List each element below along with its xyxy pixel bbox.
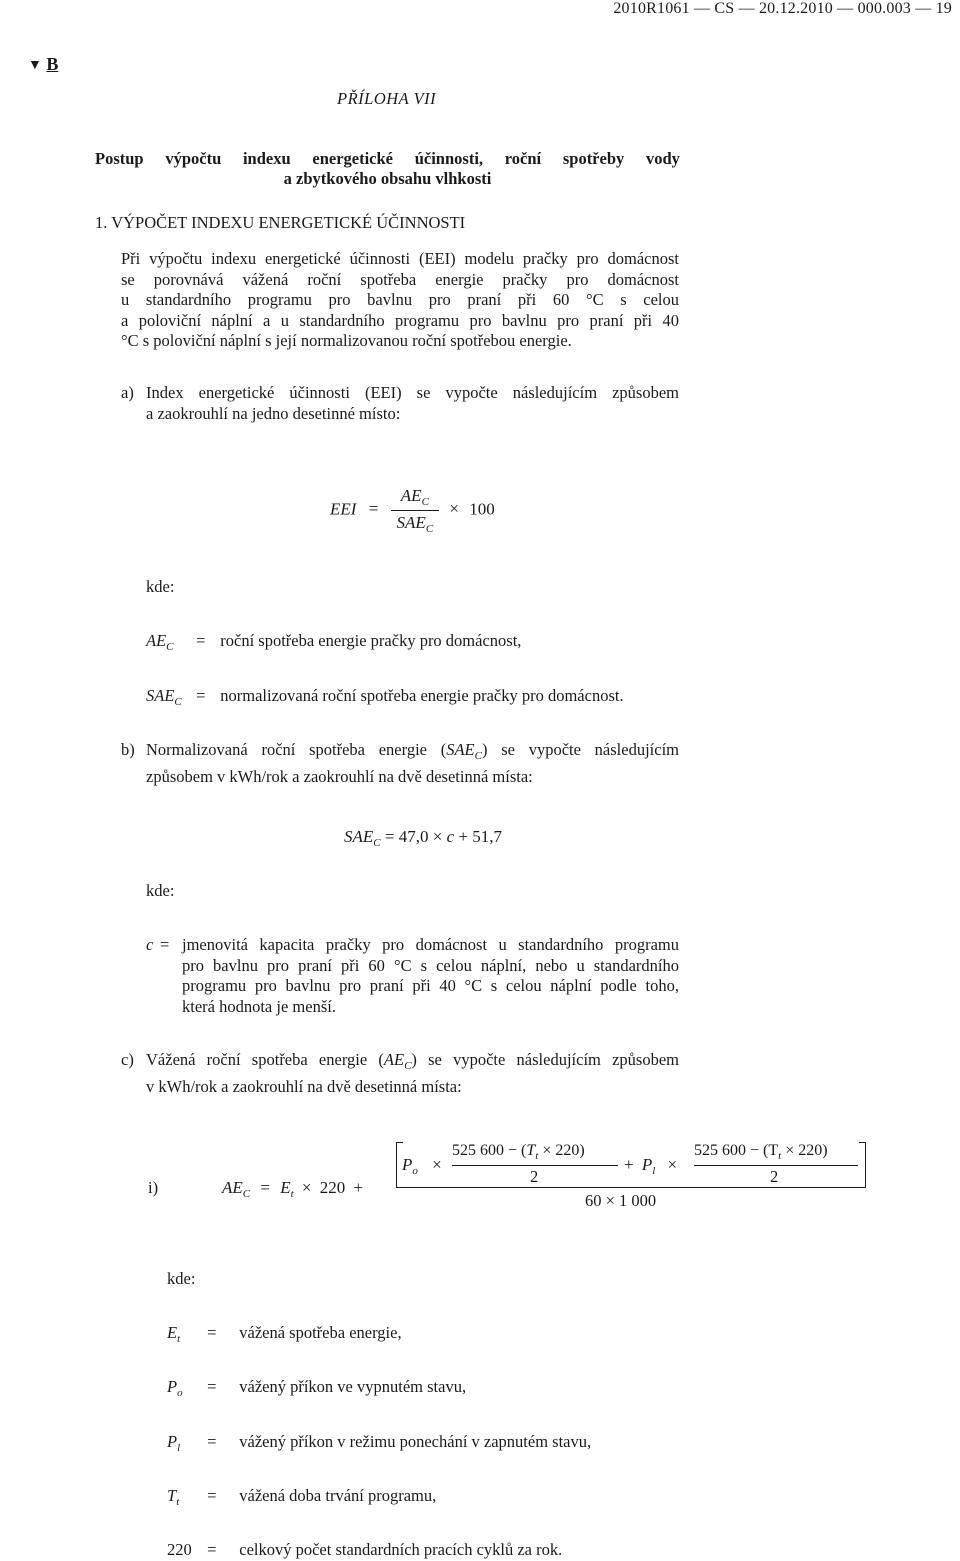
- times-sign: ×: [449, 499, 459, 519]
- equals-sign: =: [368, 499, 379, 519]
- inner-numerator-2: 525 $600 - (T_t \times 220)$: [694, 1142, 828, 1162]
- title-word: výpočtu: [165, 149, 222, 168]
- def-equals: =: [196, 631, 206, 650]
- definition-row: $E_t$ = vážená spotřeba energie,: [167, 1323, 402, 1345]
- definition-row: 220 = celkový počet standardních pracích cyklů za rok.: [167, 1540, 563, 1559]
- item-a-line: Index energetické účinnosti (EEI) se vypočte následujícím způsobem: [146, 383, 679, 402]
- sae-formula: $SAE_C = 47,0 \times c + 51,7$: [344, 827, 502, 849]
- main-denominator: 60 × 1 000: [585, 1191, 657, 1210]
- title-word: energetické: [312, 149, 393, 168]
- main-fraction-line: [396, 1187, 866, 1188]
- item-c-label: c): [121, 1050, 134, 1069]
- definition-row: $T_t$ = vážená doba trvání programu,: [167, 1486, 437, 1508]
- def-line: programu pro bavlnu pro praní při 40 °C s celou náplní podle toho,: [182, 976, 679, 995]
- Pl-symbol: + $P_l$ ×: [624, 1155, 678, 1177]
- def-line: pro bavlnu pro praní při 60 °C s celou náplní, nebo u standardního: [182, 955, 679, 975]
- item-c-line: v kWh/rok a zaokrouhlí na dvě desetinná místa:: [146, 1076, 462, 1096]
- item-b-line: Normalizovaná roční spotřeba energie $(SAE_C)$ se vypočte následujícím: [146, 740, 679, 762]
- intro-paragraph: [121, 249, 679, 352]
- def-symbol: $AE_C$: [146, 631, 174, 653]
- doc-title-line1: [95, 149, 680, 169]
- eei-symbol: EEI: [330, 499, 357, 519]
- right-bracket: [859, 1142, 866, 1188]
- item-c-text: [146, 1050, 679, 1097]
- marker-label: B: [46, 54, 59, 74]
- definition-row: [146, 631, 521, 653]
- intro-line: °C s poloviční náplní s její normalizovanou roční spotřebou energie.: [121, 331, 572, 350]
- annex-title: PŘÍLOHA VII: [337, 89, 437, 108]
- definition-row: $P_l$ = vážený příkon v režimu ponechání v zapnutém stavu,: [167, 1432, 592, 1454]
- item-b-line: způsobem v kWh/rok a zaokrouhlí na dvě desetinná místa:: [146, 766, 533, 786]
- intro-line: u standardního programu pro bavlnu pro praní při 60 °C s celou: [121, 290, 679, 309]
- definition-row: $P_o$ = vážený příkon ve vypnutém stavu,: [167, 1377, 467, 1399]
- inner-denominator-1: 2: [530, 1167, 539, 1186]
- title-word: Postup: [95, 149, 144, 168]
- fraction-numerator: $AE_C$: [391, 486, 440, 511]
- fraction-denominator: $SAE_C$: [396, 513, 434, 535]
- inner-numerator-1: 525 $600 - (T_t \times 220)$: [452, 1142, 585, 1162]
- doc-title-line2: a zbytkového obsahu vlhkosti: [283, 169, 492, 188]
- section-heading: 1. VÝPOČET INDEXU ENERGETICKÉ ÚČINNOSTI: [95, 213, 466, 232]
- item-a-text: [146, 383, 679, 424]
- where-label: kde:: [146, 881, 175, 900]
- def-equals: =: [160, 935, 170, 954]
- eei-fraction: [391, 486, 440, 535]
- intro-line: Při výpočtu indexu energetické účinnosti (EEI) modelu pračky pro domácnost: [121, 249, 679, 268]
- item-a-line: a zaokrouhlí na jedno desetinné místo:: [146, 403, 401, 423]
- inner-fraction-line-2: [694, 1165, 858, 1166]
- intro-line: a poloviční náplní a u standardního programu pro bavlnu pro praní při 40: [121, 310, 679, 330]
- def-text-block: [182, 935, 679, 1017]
- def-line: která hodnota je menší.: [182, 996, 336, 1016]
- def-equals: =: [196, 686, 206, 705]
- def-symbol: c: [146, 935, 154, 954]
- factor-100: 100: [469, 499, 495, 519]
- page-header: 2010R1061 — CS — 20.12.2010 — 000.003 — 19: [613, 0, 952, 17]
- definition-row: [146, 686, 624, 708]
- where-label: kde:: [167, 1269, 196, 1288]
- title-word: účinnosti,: [414, 149, 484, 168]
- Po-symbol: $P_o$ ×: [402, 1155, 442, 1177]
- intro-line: se porovnává vážená roční spotřeba energie pračky pro domácnost: [121, 269, 679, 289]
- inner-fraction-line-1: [452, 1165, 618, 1166]
- def-text: roční spotřeba energie pračky pro domácnost,: [220, 631, 522, 650]
- title-word: roční: [504, 149, 542, 168]
- title-word: vody: [645, 149, 680, 168]
- def-symbol: $SAE_C$: [146, 686, 182, 708]
- formula-i-label: i): [148, 1178, 159, 1197]
- def-line: jmenovitá kapacita pračky pro domácnost u standardního programu: [182, 935, 679, 954]
- item-a-label: a): [121, 383, 134, 402]
- triangle-down-icon: ▼: [28, 58, 42, 73]
- item-c-line: Vážená roční spotřeba energie $(AE_C)$ se vypočte následujícím způsobem: [146, 1050, 679, 1072]
- formula-i-lhs: $AE_C = E_t \times 220$ +: [222, 1178, 364, 1200]
- inner-denominator-2: 2: [770, 1167, 779, 1186]
- where-label: kde:: [146, 577, 175, 596]
- def-text: normalizovaná roční spotřeba energie pračky pro domácnost.: [220, 686, 624, 705]
- title-word: indexu: [242, 149, 291, 168]
- eei-formula: [330, 486, 495, 535]
- item-b-text: [146, 740, 679, 787]
- item-b-label: b): [121, 740, 135, 759]
- title-word: spotřeby: [562, 149, 625, 168]
- amendment-marker: [28, 54, 58, 75]
